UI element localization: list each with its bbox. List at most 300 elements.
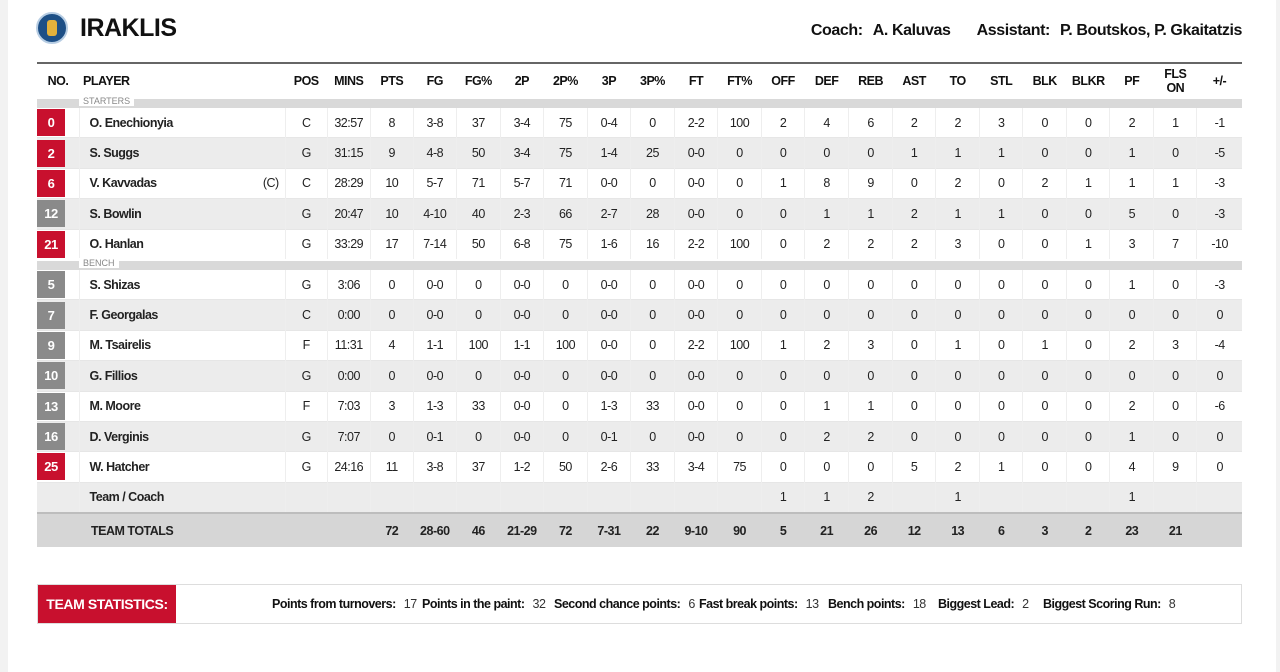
stat-cell: 0 bbox=[805, 361, 849, 391]
total-cell: 46 bbox=[456, 513, 500, 547]
stat-cell: 0 bbox=[1154, 300, 1197, 330]
stat-cell: 0 bbox=[980, 300, 1023, 330]
stat-cell: 0 bbox=[630, 269, 674, 299]
stat-cell: 0 bbox=[1023, 391, 1067, 421]
jersey-number-badge: 9 bbox=[37, 332, 65, 359]
stat-cell: 9 bbox=[370, 138, 413, 168]
stat-cell: 0-1 bbox=[413, 421, 456, 451]
stat-cell: 1 bbox=[762, 330, 805, 360]
column-header: FG bbox=[413, 63, 456, 97]
player-name-cell[interactable] bbox=[79, 229, 285, 259]
stat-cell: 8 bbox=[805, 168, 849, 198]
stat-cell: 1 bbox=[980, 138, 1023, 168]
coach-label: Coach: bbox=[810, 22, 863, 39]
total-cell bbox=[327, 513, 370, 547]
column-header: FT% bbox=[718, 63, 762, 97]
stat-cell: 0 bbox=[762, 269, 805, 299]
stat-cell: 2 bbox=[936, 168, 980, 198]
stat-cell: 100 bbox=[456, 330, 500, 360]
stat-cell: 2 bbox=[1110, 391, 1154, 421]
assistant-label: Assistant: bbox=[976, 22, 1050, 39]
total-cell: 21-29 bbox=[500, 513, 543, 547]
captain-marker: (C) bbox=[262, 176, 279, 191]
stat-cell: 31:15 bbox=[327, 138, 370, 168]
total-cell: 28-60 bbox=[413, 513, 456, 547]
stat-cell: 0 bbox=[762, 391, 805, 421]
table-header-row bbox=[37, 63, 1242, 97]
team-name: IRAKLIS bbox=[80, 14, 177, 42]
section-bar bbox=[37, 99, 1242, 108]
player-name-cell[interactable] bbox=[79, 421, 285, 451]
stat-cell: 71 bbox=[456, 168, 500, 198]
assistant-names: P. Boutskos, P. Gkaitatzis bbox=[1060, 22, 1242, 39]
stat-cell: 0 bbox=[370, 421, 413, 451]
total-cell: 21 bbox=[805, 513, 849, 547]
stat-cell: 0 bbox=[1067, 108, 1110, 138]
section-divider bbox=[37, 97, 1242, 108]
stat-cell: 16 bbox=[630, 229, 674, 259]
team-coach-row bbox=[37, 482, 1242, 513]
stat-cell: 0 bbox=[936, 361, 980, 391]
stat-cell: 0 bbox=[893, 330, 936, 360]
column-header: NO. bbox=[37, 63, 79, 97]
jersey-number-badge: 7 bbox=[37, 302, 65, 329]
stat-cell: 1 bbox=[936, 138, 980, 168]
stat-cell: 28 bbox=[630, 199, 674, 229]
stat-cell: 0 bbox=[893, 300, 936, 330]
section-label: STARTERS bbox=[79, 96, 134, 106]
stat-cell: 0 bbox=[1067, 452, 1110, 482]
column-header: BLK bbox=[1023, 63, 1067, 97]
stat-cell: 4-8 bbox=[413, 138, 456, 168]
stat-cell: 1-3 bbox=[587, 391, 630, 421]
player-name[interactable]: D. Verginis bbox=[89, 429, 149, 444]
stat-cell: 2 bbox=[849, 482, 893, 513]
team-stat-label: Fast break points: bbox=[699, 597, 798, 611]
stat-cell: -4 bbox=[1197, 330, 1242, 360]
stat-cell: 1 bbox=[893, 138, 936, 168]
player-row[interactable] bbox=[37, 421, 1242, 451]
stat-cell: G bbox=[285, 229, 327, 259]
stat-cell: 0 bbox=[762, 138, 805, 168]
team-totals-label: TEAM TOTALS bbox=[79, 513, 285, 547]
stat-cell: C bbox=[285, 168, 327, 198]
stat-cell: 9 bbox=[849, 168, 893, 198]
stat-cell: 0 bbox=[762, 361, 805, 391]
stat-cell: 1 bbox=[1067, 168, 1110, 198]
team-stat-item bbox=[938, 597, 1029, 611]
stat-cell: 2 bbox=[936, 108, 980, 138]
stat-cell: 0 bbox=[936, 269, 980, 299]
stat-cell: 66 bbox=[543, 199, 587, 229]
stat-cell: 0 bbox=[980, 421, 1023, 451]
player-name[interactable]: M. Moore bbox=[89, 399, 141, 414]
jersey-number-badge: 12 bbox=[37, 200, 65, 227]
stat-cell: 0 bbox=[1197, 452, 1242, 482]
total-cell: 72 bbox=[543, 513, 587, 547]
stat-cell: 0 bbox=[456, 361, 500, 391]
stat-cell: 0 bbox=[1154, 138, 1197, 168]
total-cell: 5 bbox=[762, 513, 805, 547]
stat-cell: 75 bbox=[543, 138, 587, 168]
total-cell: 72 bbox=[370, 513, 413, 547]
stat-cell: 3-4 bbox=[500, 138, 543, 168]
stat-cell: 3-8 bbox=[413, 108, 456, 138]
stat-cell: 0 bbox=[1110, 361, 1154, 391]
stat-cell: 1 bbox=[849, 199, 893, 229]
stat-cell: 0 bbox=[849, 269, 893, 299]
stat-cell: 0 bbox=[849, 452, 893, 482]
stat-cell: 1-1 bbox=[413, 330, 456, 360]
player-name-cell[interactable] bbox=[79, 269, 285, 299]
stat-cell: 2 bbox=[1023, 168, 1067, 198]
column-header: REB bbox=[849, 63, 893, 97]
stat-cell: 75 bbox=[543, 229, 587, 259]
stat-cell: 0 bbox=[1023, 269, 1067, 299]
stat-cell: 0 bbox=[543, 300, 587, 330]
team-statistics-title: TEAM STATISTICS: bbox=[38, 585, 176, 623]
stat-cell: 0 bbox=[1023, 300, 1067, 330]
stat-cell: 0 bbox=[1197, 300, 1242, 330]
stat-cell: 0 bbox=[936, 300, 980, 330]
stat-cell: 8 bbox=[370, 108, 413, 138]
section-label: BENCH bbox=[79, 258, 119, 268]
stat-cell: 5-7 bbox=[500, 168, 543, 198]
stat-cell: 1 bbox=[805, 391, 849, 421]
total-cell: 6 bbox=[980, 513, 1023, 547]
stat-cell bbox=[327, 482, 370, 513]
stat-cell: C bbox=[285, 300, 327, 330]
stat-cell: 0 bbox=[1023, 452, 1067, 482]
player-name-cell[interactable] bbox=[79, 391, 285, 421]
player-row[interactable] bbox=[37, 452, 1242, 482]
stat-cell: G bbox=[285, 361, 327, 391]
team-stat-value: 13 bbox=[805, 597, 819, 611]
stat-cell: 1-2 bbox=[500, 452, 543, 482]
stat-cell: 1-3 bbox=[413, 391, 456, 421]
stat-cell: 0 bbox=[1023, 361, 1067, 391]
player-name[interactable]: M. Tsairelis bbox=[89, 338, 151, 353]
stat-cell: 0 bbox=[718, 269, 762, 299]
player-row[interactable] bbox=[37, 229, 1242, 259]
team-stat-label: Biggest Lead: bbox=[938, 597, 1015, 611]
stat-cell: 5 bbox=[1110, 199, 1154, 229]
stat-cell: 33:29 bbox=[327, 229, 370, 259]
jersey-number-badge: 10 bbox=[37, 362, 65, 389]
stat-cell: 0-0 bbox=[674, 138, 717, 168]
stat-cell: 1 bbox=[936, 199, 980, 229]
player-row[interactable] bbox=[37, 300, 1242, 330]
stat-cell: 0 bbox=[980, 168, 1023, 198]
stat-cell bbox=[456, 482, 500, 513]
stat-cell: 0 bbox=[1023, 138, 1067, 168]
total-cell bbox=[1197, 513, 1242, 547]
total-cell: 13 bbox=[936, 513, 980, 547]
stat-cell: 2 bbox=[1110, 330, 1154, 360]
team-header bbox=[36, 10, 1242, 50]
stat-cell: 0-0 bbox=[674, 269, 717, 299]
stat-cell: 0 bbox=[370, 300, 413, 330]
player-name-cell[interactable] bbox=[79, 199, 285, 229]
stat-cell: 0 bbox=[805, 269, 849, 299]
stat-cell: 0-0 bbox=[587, 168, 630, 198]
stat-cell bbox=[413, 482, 456, 513]
jersey-number-badge: 0 bbox=[37, 109, 65, 136]
stat-cell: 1-6 bbox=[587, 229, 630, 259]
stat-cell: 0-0 bbox=[587, 330, 630, 360]
stat-cell: 0 bbox=[762, 421, 805, 451]
section-bar bbox=[37, 261, 1242, 270]
stat-cell: 3 bbox=[980, 108, 1023, 138]
stat-cell: 0 bbox=[1067, 300, 1110, 330]
stat-cell: 17 bbox=[370, 229, 413, 259]
stat-cell: 4 bbox=[370, 330, 413, 360]
stat-cell: 0 bbox=[543, 421, 587, 451]
stat-cell: 2-2 bbox=[674, 229, 717, 259]
stat-cell: 3 bbox=[936, 229, 980, 259]
stat-cell: 0 bbox=[370, 361, 413, 391]
total-cell: 3 bbox=[1023, 513, 1067, 547]
stat-cell: 75 bbox=[543, 108, 587, 138]
player-name-cell[interactable] bbox=[79, 330, 285, 360]
stat-cell: 0 bbox=[762, 229, 805, 259]
stat-cell bbox=[893, 482, 936, 513]
stat-cell: 0 bbox=[980, 330, 1023, 360]
stat-cell: 0 bbox=[630, 108, 674, 138]
stat-cell: C bbox=[285, 108, 327, 138]
column-header: MINS bbox=[327, 63, 370, 97]
stat-cell: 1 bbox=[936, 482, 980, 513]
stat-cell: 3-4 bbox=[674, 452, 717, 482]
stat-cell: 0:00 bbox=[327, 361, 370, 391]
stat-cell: 2 bbox=[805, 229, 849, 259]
stat-cell: 0 bbox=[630, 300, 674, 330]
stat-cell: 0 bbox=[456, 300, 500, 330]
stat-cell: 0 bbox=[1067, 391, 1110, 421]
stat-cell: 2 bbox=[893, 199, 936, 229]
stat-cell: 0 bbox=[1110, 300, 1154, 330]
stat-cell: 0 bbox=[718, 391, 762, 421]
stat-cell bbox=[587, 482, 630, 513]
team-stat-label: Bench points: bbox=[828, 597, 905, 611]
stat-cell bbox=[674, 482, 717, 513]
stat-cell: 0 bbox=[543, 391, 587, 421]
player-name[interactable]: G. Fillios bbox=[89, 368, 138, 383]
stat-cell: 100 bbox=[543, 330, 587, 360]
stat-cell: 3 bbox=[849, 330, 893, 360]
team-stat-item bbox=[699, 597, 819, 611]
stat-cell: 0-0 bbox=[587, 361, 630, 391]
column-header: BLKR bbox=[1067, 63, 1110, 97]
stat-cell: 1 bbox=[762, 482, 805, 513]
stat-cell: 2 bbox=[762, 108, 805, 138]
stat-cell: 0-0 bbox=[674, 168, 717, 198]
player-name[interactable]: S. Suggs bbox=[89, 146, 140, 161]
stat-cell: -3 bbox=[1197, 269, 1242, 299]
column-header: POS bbox=[285, 63, 327, 97]
player-name[interactable]: V. Kavvadas bbox=[89, 176, 157, 191]
stat-cell: 1 bbox=[762, 168, 805, 198]
player-name[interactable]: O. Hanlan bbox=[89, 237, 144, 252]
stat-cell: 6-8 bbox=[500, 229, 543, 259]
stat-cell: 0 bbox=[370, 269, 413, 299]
stat-cell: 0 bbox=[718, 361, 762, 391]
player-name-cell[interactable] bbox=[79, 300, 285, 330]
stat-cell: G bbox=[285, 138, 327, 168]
stat-cell: 1 bbox=[805, 482, 849, 513]
player-name[interactable]: F. Georgalas bbox=[89, 308, 158, 323]
stat-cell: G bbox=[285, 421, 327, 451]
stat-cell: 0 bbox=[1023, 421, 1067, 451]
stat-cell: 1 bbox=[849, 391, 893, 421]
total-cell: 9-10 bbox=[674, 513, 717, 547]
stat-cell: 0 bbox=[1154, 199, 1197, 229]
stat-cell: 0-0 bbox=[674, 421, 717, 451]
stat-cell: 40 bbox=[456, 199, 500, 229]
player-row[interactable] bbox=[37, 361, 1242, 391]
stat-cell: 24:16 bbox=[327, 452, 370, 482]
stat-cell: 0 bbox=[543, 361, 587, 391]
stat-cell: 0 bbox=[718, 138, 762, 168]
stat-cell: F bbox=[285, 391, 327, 421]
player-row[interactable] bbox=[37, 199, 1242, 229]
player-name-cell[interactable] bbox=[79, 168, 285, 198]
team-stat-value: 32 bbox=[532, 597, 546, 611]
stat-cell: G bbox=[285, 452, 327, 482]
stat-cell: 0 bbox=[1154, 361, 1197, 391]
player-name-cell[interactable] bbox=[79, 361, 285, 391]
stat-cell: 0-0 bbox=[587, 269, 630, 299]
stat-cell: 28:29 bbox=[327, 168, 370, 198]
team-stat-item bbox=[554, 597, 695, 611]
stat-cell: 0 bbox=[893, 421, 936, 451]
stat-cell: 0-0 bbox=[674, 199, 717, 229]
coach-name: A. Kaluvas bbox=[872, 22, 951, 39]
stat-cell: 1-1 bbox=[500, 330, 543, 360]
stat-cell: 0-0 bbox=[500, 300, 543, 330]
stat-cell: 0 bbox=[980, 229, 1023, 259]
stat-cell: 0 bbox=[849, 138, 893, 168]
player-name-cell[interactable] bbox=[79, 452, 285, 482]
team-statistics-bar bbox=[37, 584, 1242, 624]
stat-cell: -3 bbox=[1197, 168, 1242, 198]
stat-cell: 2-6 bbox=[587, 452, 630, 482]
player-row[interactable] bbox=[37, 330, 1242, 360]
player-name[interactable]: S. Bowlin bbox=[89, 206, 142, 221]
team-stat-label: Biggest Scoring Run: bbox=[1043, 597, 1161, 611]
stat-cell: 1-4 bbox=[587, 138, 630, 168]
stat-cell: 0 bbox=[1067, 138, 1110, 168]
player-name[interactable]: W. Hatcher bbox=[89, 459, 150, 474]
stat-cell: 1 bbox=[1110, 421, 1154, 451]
player-row[interactable] bbox=[37, 168, 1242, 198]
stat-cell: 1 bbox=[1110, 269, 1154, 299]
stat-cell: 2 bbox=[893, 108, 936, 138]
stat-cell: 0 bbox=[1023, 108, 1067, 138]
stat-cell: 100 bbox=[718, 229, 762, 259]
stat-cell: 0 bbox=[805, 452, 849, 482]
stat-cell: 7:03 bbox=[327, 391, 370, 421]
stat-cell: 7 bbox=[1154, 229, 1197, 259]
stat-cell: 0 bbox=[456, 269, 500, 299]
stat-cell: 2 bbox=[849, 421, 893, 451]
stat-cell: 37 bbox=[456, 452, 500, 482]
total-cell: 12 bbox=[893, 513, 936, 547]
column-header: PTS bbox=[370, 63, 413, 97]
jersey-number-badge: 6 bbox=[37, 170, 65, 197]
total-cell: 21 bbox=[1154, 513, 1197, 547]
column-header: 2P% bbox=[543, 63, 587, 97]
stat-cell: 0 bbox=[1197, 421, 1242, 451]
stat-cell: 0 bbox=[718, 168, 762, 198]
stat-cell: 2-2 bbox=[674, 108, 717, 138]
stat-cell bbox=[980, 482, 1023, 513]
player-name-cell[interactable] bbox=[79, 108, 285, 138]
column-header: 3P% bbox=[630, 63, 674, 97]
stat-cell: 0-0 bbox=[500, 361, 543, 391]
stat-cell: 0 bbox=[1023, 199, 1067, 229]
stat-cell: 0 bbox=[1067, 199, 1110, 229]
stat-cell: 50 bbox=[456, 138, 500, 168]
total-cell: 23 bbox=[1110, 513, 1154, 547]
stat-cell: 0 bbox=[1067, 269, 1110, 299]
stat-cell: -3 bbox=[1197, 199, 1242, 229]
stat-cell: 0 bbox=[1023, 229, 1067, 259]
stat-cell: 0-0 bbox=[587, 300, 630, 330]
stat-cell: 0 bbox=[980, 391, 1023, 421]
stat-cell: 0:00 bbox=[327, 300, 370, 330]
stat-cell: 3-4 bbox=[500, 108, 543, 138]
stat-cell: 1 bbox=[805, 199, 849, 229]
stat-cell: 0 bbox=[1154, 421, 1197, 451]
stat-cell: 4 bbox=[805, 108, 849, 138]
team-stat-label: Points from turnovers: bbox=[272, 597, 396, 611]
stat-cell: 0 bbox=[762, 300, 805, 330]
stat-cell bbox=[718, 482, 762, 513]
stat-cell: 0 bbox=[849, 361, 893, 391]
stat-cell: 10 bbox=[370, 199, 413, 229]
stat-cell: 0 bbox=[543, 269, 587, 299]
stat-cell: 1 bbox=[936, 330, 980, 360]
stat-cell: 0-0 bbox=[500, 269, 543, 299]
player-name[interactable]: S. Shizas bbox=[89, 277, 140, 292]
stat-cell: 0 bbox=[1067, 361, 1110, 391]
stat-cell: F bbox=[285, 330, 327, 360]
stat-cell bbox=[285, 482, 327, 513]
stat-cell: 0 bbox=[849, 300, 893, 330]
stat-cell: 0 bbox=[1197, 361, 1242, 391]
section-divider bbox=[37, 259, 1242, 270]
boxscore-table bbox=[37, 62, 1242, 547]
team-stat-value: 2 bbox=[1022, 597, 1029, 611]
player-row[interactable] bbox=[37, 108, 1242, 138]
stat-cell: 0 bbox=[805, 300, 849, 330]
stat-cell: 20:47 bbox=[327, 199, 370, 229]
stat-cell: -5 bbox=[1197, 138, 1242, 168]
player-row[interactable] bbox=[37, 391, 1242, 421]
player-name-cell[interactable] bbox=[79, 138, 285, 168]
stat-cell: 3:06 bbox=[327, 269, 370, 299]
player-name[interactable]: O. Enechionyia bbox=[89, 115, 173, 130]
stat-cell: 50 bbox=[543, 452, 587, 482]
stat-cell: 1 bbox=[1154, 108, 1197, 138]
player-row[interactable] bbox=[37, 269, 1242, 299]
team-totals-row bbox=[37, 513, 1242, 547]
stat-cell: -10 bbox=[1197, 229, 1242, 259]
stat-cell: 0 bbox=[1067, 330, 1110, 360]
stat-cell: 0 bbox=[936, 391, 980, 421]
player-row[interactable] bbox=[37, 138, 1242, 168]
